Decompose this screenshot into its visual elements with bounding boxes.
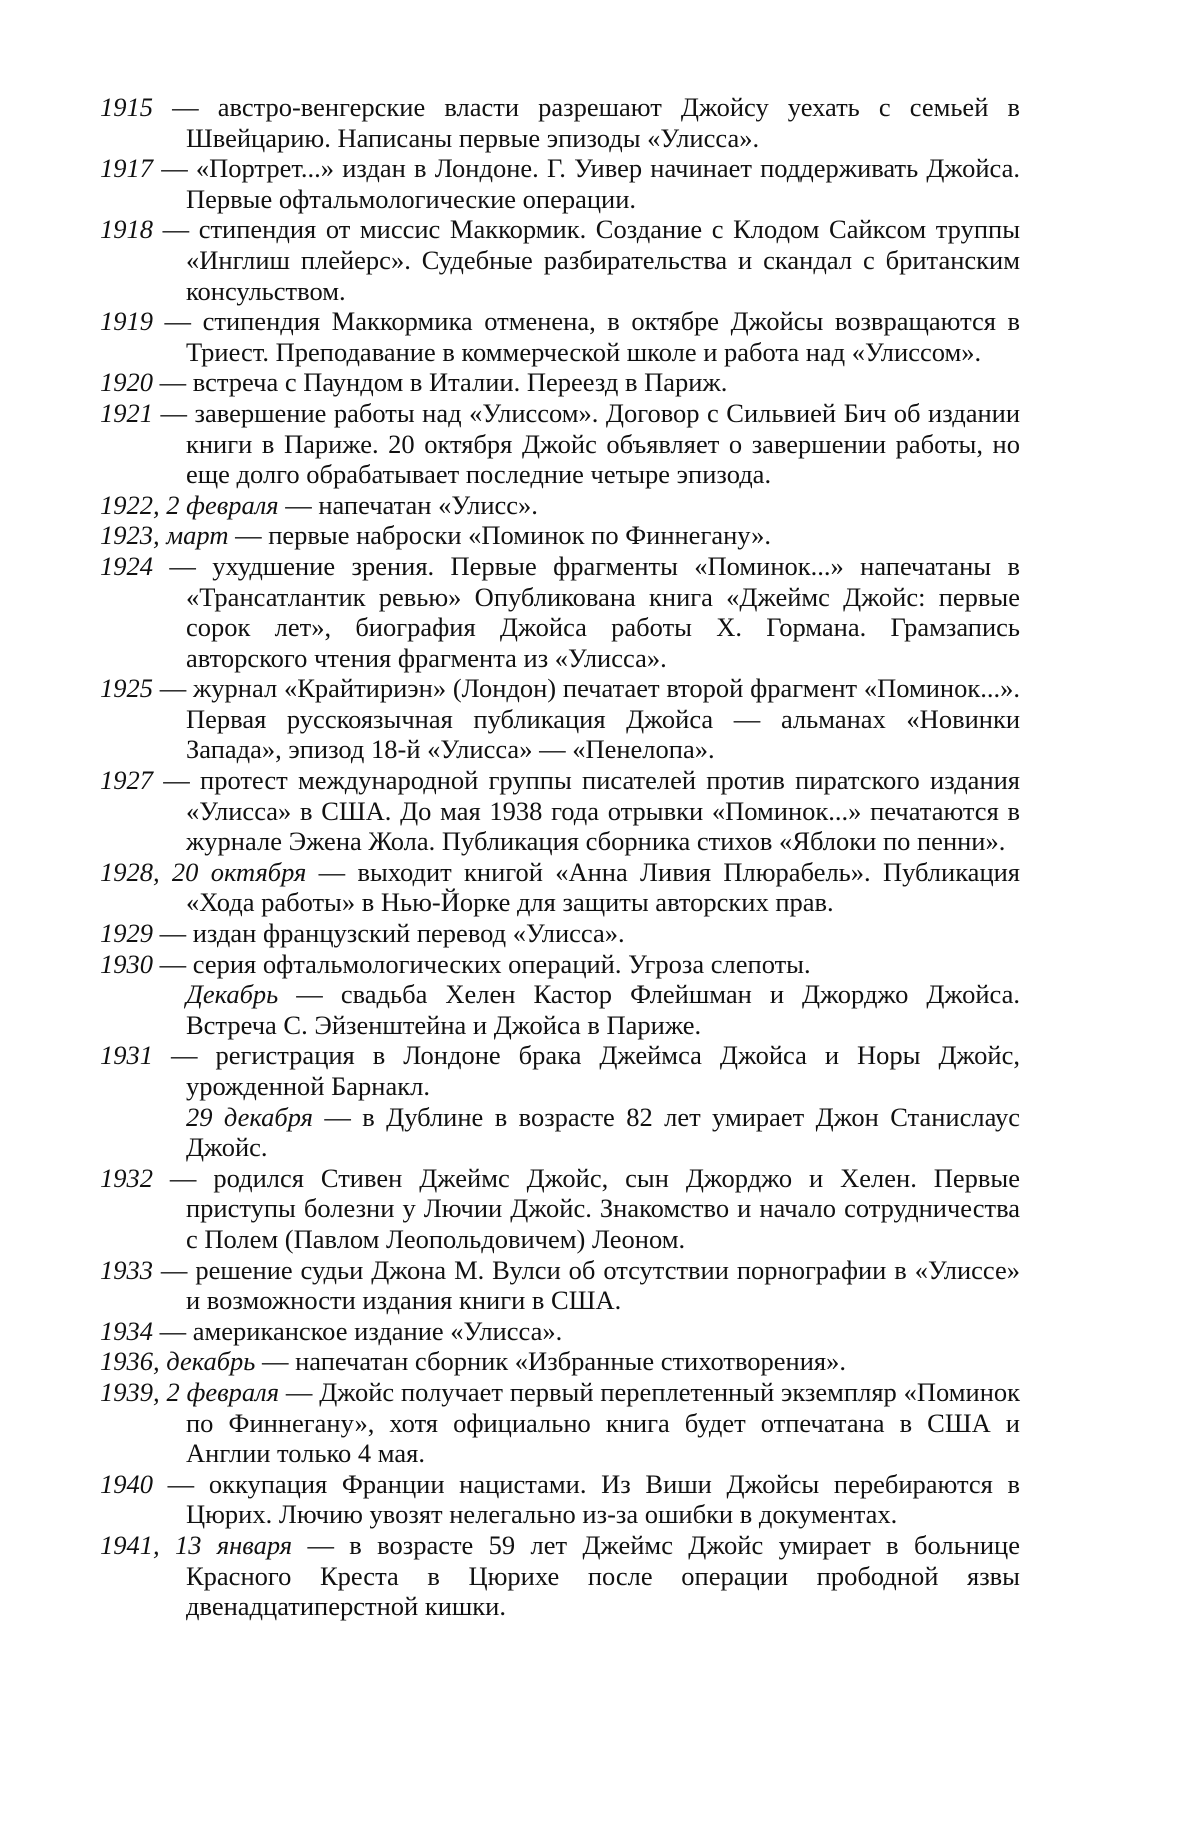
entry-text: — австро-венгерские власти разрешают Джойсу уехать с семьей в Швейцарию. Написаны первые эпизоды «Улисса». [153, 92, 1020, 153]
entry-text: — ухудшение зрения. Первые фрагменты «Поминок...» напечатаны в «Трансатлантик ревью» Опубликована книга «Джеймс Джойс: первые сорок лет», биография Джойса работы X. Гормана. Грамзапись авторского чтения фрагмента из «Улисса». [153, 551, 1020, 673]
entry-text: — оккупация Франции нацистами. Из Виши Джойсы перебираются в Цюрих. Лючию увозят нелегально из-за ошибки в документах. [153, 1469, 1020, 1530]
chronology-entry [100, 398, 1020, 490]
entry-text: — стипендия Маккормика отменена, в октябре Джойсы возвращаются в Триест. Преподавание в коммерческой школе и работа над «Улиссом». [153, 306, 1020, 367]
entry-date: 1927 [100, 765, 153, 795]
entry-date: 1934 [100, 1316, 153, 1346]
chronology-entry [100, 367, 1020, 398]
chronology-entry-continuation [100, 1102, 1020, 1163]
entry-date: 1929 [100, 918, 153, 948]
entry-date: 1928, 20 октября [100, 857, 306, 887]
entry-date: 1925 [100, 673, 153, 703]
entry-text: — «Портрет...» издан в Лондоне. Г. Уивер начинает поддерживать Джойса. Первые офтальмологические операции. [153, 153, 1020, 214]
entry-text: — регистрация в Лондоне брака Джеймса Джойса и Норы Джойс, урожденной Барнакл. [153, 1040, 1020, 1101]
entry-date: 1921 [100, 398, 153, 428]
entry-text: — протест международной группы писателей против пиратского издания «Улисса» в США. До мая 1938 года отрывки «Поминок...» печатаются в журнале Эжена Жола. Публикация сборника стихов «Яблоки по пенни». [153, 765, 1020, 856]
entry-text: — в возрасте 59 лет Джеймс Джойс умирает в больнице Красного Креста в Цюрихе после операции прободной язвы двенадцатиперстной кишки. [186, 1530, 1020, 1621]
chronology-entry [100, 1255, 1020, 1316]
entry-date: 1940 [100, 1469, 153, 1499]
chronology-entry [100, 153, 1020, 214]
entry-date: 1930 [100, 949, 153, 979]
entry-date: 1923, март [100, 520, 228, 550]
chronology-entry [100, 1469, 1020, 1530]
entry-date: 1931 [100, 1040, 153, 1070]
entry-text: — в Дублине в возрасте 82 лет умирает Джон Станислаус Джойс. [186, 1102, 1020, 1163]
chronology-entry [100, 306, 1020, 367]
entry-text: — американское издание «Улисса». [153, 1316, 562, 1346]
chronology-entry [100, 520, 1020, 551]
entry-text: — решение судьи Джона М. Вулси об отсутствии порнографии в «Улиссе» и возможности издания книги в США. [153, 1255, 1020, 1316]
entry-text: — первые наброски «Поминок по Финнегану». [228, 520, 771, 550]
chronology-entry [100, 551, 1020, 673]
entry-date: 1922, 2 февраля [100, 490, 279, 520]
chronology-entry [100, 490, 1020, 521]
entry-text: — журнал «Крайтириэн» (Лондон) печатает второй фрагмент «Поминок...». Первая русскоязычная публикация Джойса — альманах «Новинки Запада», эпизод 18-й «Улисса» — «Пенелопа». [153, 673, 1020, 764]
chronology-entry [100, 1316, 1020, 1347]
chronology-entry [100, 92, 1020, 153]
entry-date: 1936, декабрь [100, 1346, 255, 1376]
chronology-entry [100, 949, 1020, 980]
entry-text: — родился Стивен Джеймс Джойс, сын Джорджо и Хелен. Первые приступы болезни у Лючии Джойс. Знакомство и начало сотрудничества с Полем (Павлом Леопольдовичем) Леоном. [153, 1163, 1020, 1254]
chronology-entry [100, 765, 1020, 857]
entry-text: — завершение работы над «Улиссом». Договор с Сильвией Бич об издании книги в Париже. 20 октября Джойс объявляет о завершении работы, но еще долго обрабатывает последние четыре эпизода. [153, 398, 1020, 489]
entry-date: 1918 [100, 214, 153, 244]
entry-text: — издан французский перевод «Улисса». [153, 918, 625, 948]
chronology-entry [100, 857, 1020, 918]
entry-text: — стипендия от миссис Маккормик. Создание с Клодом Сайксом труппы «Инглиш плейерс». Судебные разбирательства и скандал с британским консульством. [153, 214, 1020, 305]
entry-date: 29 декабря [186, 1102, 313, 1132]
entry-date: 1941, 13 января [100, 1530, 292, 1560]
entry-text: — Джойс получает первый переплетенный экземпляр «Поминок по Финнегану», хотя официально книга будет отпечатана в США и Англии только 4 мая. [186, 1377, 1020, 1468]
entry-text: — серия офтальмологических операций. Угроза слепоты. [153, 949, 811, 979]
entry-date: 1920 [100, 367, 153, 397]
entry-text: — напечатан сборник «Избранные стихотворения». [255, 1346, 846, 1376]
chronology-entry [100, 1040, 1020, 1101]
entry-date: 1915 [100, 92, 153, 122]
chronology-entry [100, 673, 1020, 765]
entry-date: 1933 [100, 1255, 153, 1285]
chronology-entry [100, 214, 1020, 306]
entry-date: 1932 [100, 1163, 153, 1193]
entry-text: — свадьба Хелен Кастор Флейшман и Джорджо Джойса. Встреча С. Эйзенштейна и Джойса в Париже. [186, 979, 1020, 1040]
chronology-page [100, 92, 1020, 1622]
chronology-entry [100, 1530, 1020, 1622]
chronology-entry [100, 918, 1020, 949]
entry-date: 1919 [100, 306, 153, 336]
entry-text: — выходит книгой «Анна Ливия Плюрабель». Публикация «Хода работы» в Нью-Йорке для защиты авторских прав. [186, 857, 1020, 918]
chronology-entry [100, 1346, 1020, 1377]
entry-text: — встреча с Паундом в Италии. Переезд в Париж. [153, 367, 727, 397]
chronology-entry [100, 1163, 1020, 1255]
entry-date: 1917 [100, 153, 153, 183]
entry-date: 1924 [100, 551, 153, 581]
entry-date: 1939, 2 февраля [100, 1377, 279, 1407]
entry-date: Декабрь [186, 979, 278, 1009]
entry-text: — напечатан «Улисс». [279, 490, 538, 520]
chronology-entry-continuation [100, 979, 1020, 1040]
chronology-entry [100, 1377, 1020, 1469]
